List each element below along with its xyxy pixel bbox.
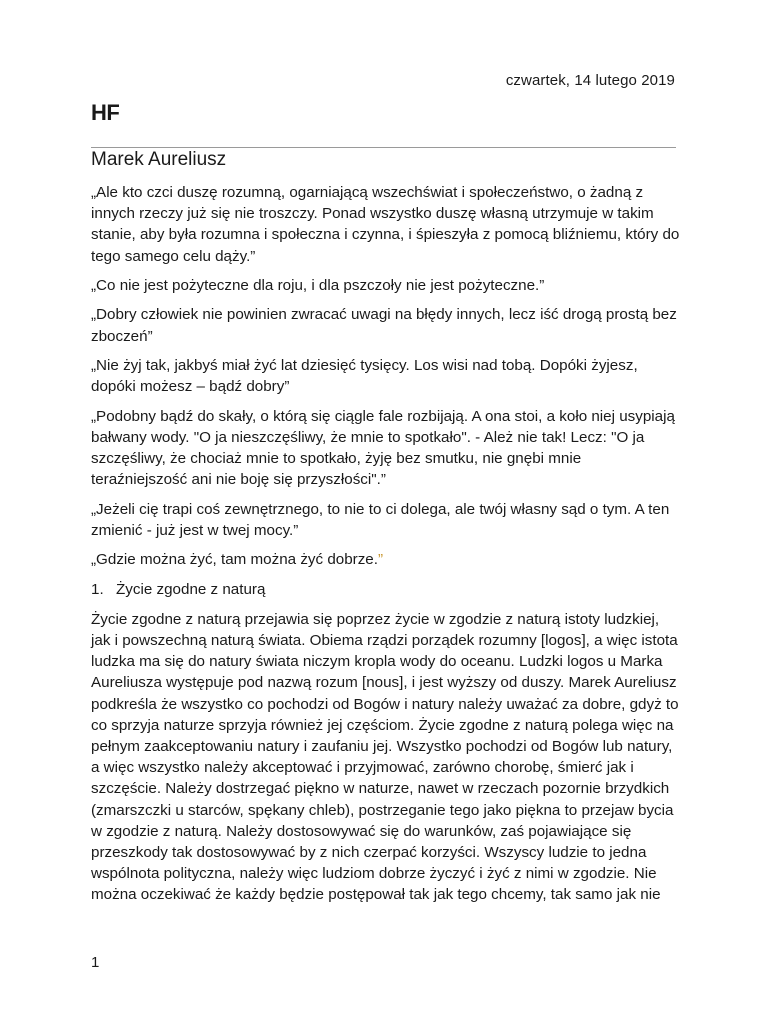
section-heading [91,579,681,600]
quote-paragraph: „Ale kto czci duszę rozumną, ogarniającą wszechświat i społeczeństwo, o żadną z innych rzeczy już się nie troszczy. Ponad wszystko duszę własną utrzymuje w takim stanie, aby była rozumna i społeczna i czynna, i śpieszyła z pomocą bliźniemu, który do tego samego celu dąży.” [91,184,680,265]
page-number: 1 [91,954,100,971]
section-number: 1. [91,580,104,598]
quote-paragraph [91,549,681,570]
quote-paragraph: „Podobny bądź do skały, o którą się ciągle fale rozbijają. A ona stoi, a koło niej usypiają bałwany wody. "O ja nieszczęśliwy, że mnie to spotkało". - Ależ nie tak! Lecz: "O ja szczęśliwy, że chociaż mnie to spotkało, żyję bez smutku, nie gnębi mnie teraźniejszość ani nie boję się przyszłości".” [91,407,675,489]
section-body: Życie zgodne z naturą przejawia się poprzez życie w zgodzie z naturą istoty ludzkiej, jak i powszechną naturą świata. Obiema rządzi porządek rozumny [logos], a więc istota ludzka ma się do natury świata niczym kropla wody do oceanu. Ludzki logos u Marka Aureliusza występuje pod nazwą rozum [nous], i jest wyższy od duszy. Marek Aureliusz podkreśla że wszystko co pochodzi od Bogów i natury należy uważać za dobre, gdyż to co sprzyja naturze sprzyja również jej częściom. Życie zgodne z naturą polega więc na pełnym zaakceptowaniu natury i zaufaniu jej. Wszystko pochodzi od Bogów lub natury, a więc wszystko należy akceptować i przyjmować, zarówno chorobę, śmierć jak i szczęście. Należy dostrzegać piękno w naturze, nawet w rzeczach pozornie brzydkich (zmarszczki u starców, spękany chleb), postrzeganie tego jako piękna to przejaw bycia w zgodzie z naturą. Należy dostosowywać się do warunków, zaś pojawiające się przeszkody tak dostosowywać by z nich czerpać korzyści. Wszyscy ludzie to jedna wspólnota polityczna, należy więc ludziom dobrze życzyć i żyć z nimi w zgodzie. Nie można oczekiwać że każdy będzie postępował tak jak tego chcemy, tak samo jak nie [91,610,679,904]
quote-paragraph: „Dobry człowiek nie powinien zwracać uwagi na błędy innych, lecz iść drogą prostą bez zboczeń” [91,306,677,345]
document-date: czwartek, 14 lutego 2019 [505,72,675,89]
closing-quote-mark: ” [377,551,384,569]
hf-logo: HF [91,100,120,125]
quote-text: „Gdzie można żyć, tam można żyć dobrze. [91,551,378,569]
quote-paragraph: „Co nie jest pożyteczne dla roju, i dla pszczoły nie jest pożyteczne.” [91,277,545,294]
document-body [91,182,681,914]
section-title: Życie zgodne z naturą [116,580,266,598]
quote-paragraph: „Nie żyj tak, jakbyś miał żyć lat dziesięć tysięcy. Los wisi nad tobą. Dopóki żyjesz, dopóki możesz – bądź dobry” [91,356,638,396]
quote-paragraph: „Jeżeli cię trapi coś zewnętrznego, to nie to ci dolega, ale twój własny sąd o tym. A ten zmienić - już jest w twej mocy.” [91,500,670,539]
document-title: Marek Aureliusz [91,149,227,170]
